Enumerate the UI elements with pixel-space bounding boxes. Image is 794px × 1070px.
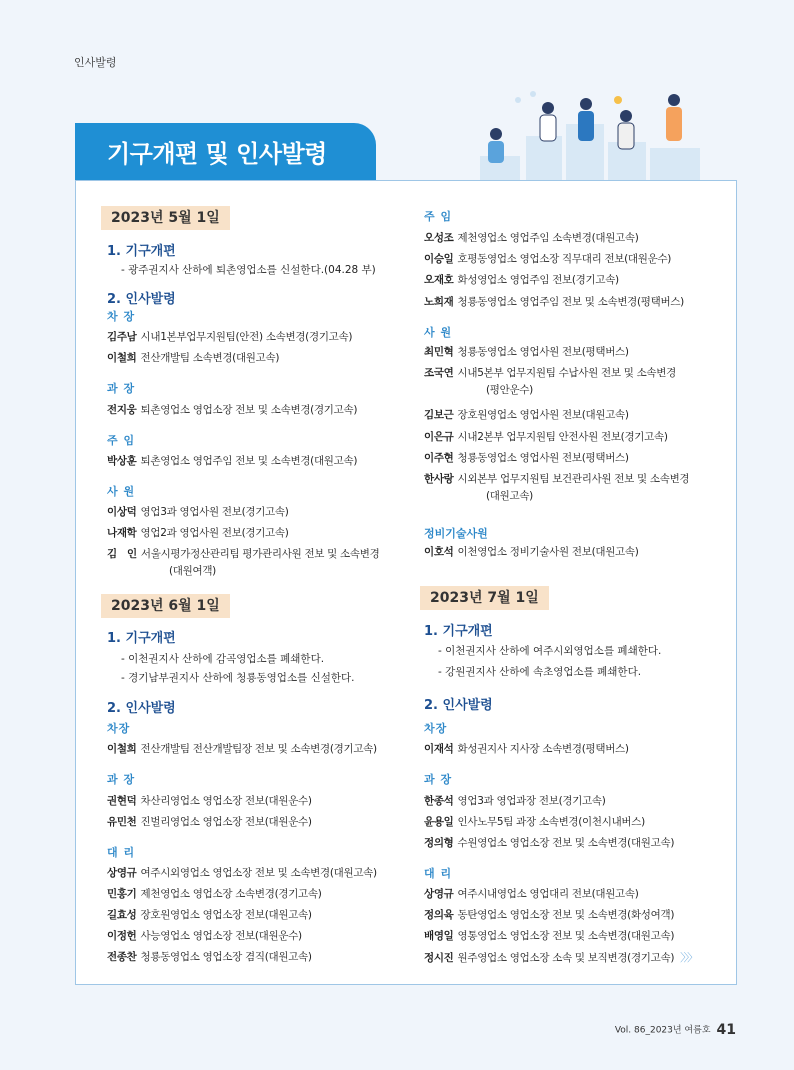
entry-detail: 영업3과 영업과장 전보(경기고속) <box>457 795 606 807</box>
page-title: 기구개편 및 인사발령 <box>75 123 376 180</box>
appointment-entry <box>424 365 676 397</box>
entry-name: 김주남 <box>107 331 137 343</box>
entry-detail: 이천영업소 정비기술사원 전보(대원고속) <box>457 546 639 558</box>
entry-name: 이재석 <box>424 743 454 755</box>
appointment-entry <box>424 471 689 503</box>
appointment-entry <box>424 814 645 829</box>
entry-detail: 시내5본부 업무지원팀 수납사원 전보 및 소속변경 <box>457 367 676 379</box>
appointment-entry <box>107 814 312 829</box>
entry-detail: 퇴촌영업소 영업소장 전보 및 소속변경(경기고속) <box>140 404 358 416</box>
entry-name: 이호석 <box>424 546 454 558</box>
rank-heading: 사 원 <box>107 485 136 498</box>
entry-name: 배영일 <box>424 930 454 942</box>
rank-heading: 대 리 <box>424 867 453 880</box>
appointment-entry <box>424 429 668 444</box>
entry-detail: 동탄영업소 영업소장 전보 및 소속변경(화성여객) <box>457 909 675 921</box>
entry-name: 박상훈 <box>107 455 137 467</box>
rank-heading: 주 임 <box>424 210 453 223</box>
entry-name: 오재호 <box>424 274 454 286</box>
section-heading: 1. 기구개편 <box>424 624 493 639</box>
entry-detail: 영통영업소 영업소장 전보 및 소속변경(대원고속) <box>457 930 675 942</box>
entry-name: 조국연 <box>424 367 454 379</box>
entry-detail: 영업3과 영업사원 전보(경기고속) <box>140 506 289 518</box>
entry-detail: 서울시평가정산관리팀 평가관리사원 전보 및 소속변경 <box>140 548 380 560</box>
bullet-item: - 이천권지사 산하에 감곡영업소를 폐쇄한다. <box>121 653 325 665</box>
rank-heading: 과 장 <box>424 773 453 786</box>
entry-detail: 전산개발팀 소속변경(대원고속) <box>140 352 280 364</box>
appointment-entry <box>107 907 312 922</box>
entry-name: 권현덕 <box>107 795 137 807</box>
date-tag: 2023년 5월 1일 <box>101 206 230 230</box>
entry-name: 윤용일 <box>424 816 454 828</box>
entry-name: 이승일 <box>424 253 454 265</box>
entry-detail: 시내1본부업무지원팀(안전) 소속변경(경기고속) <box>140 331 353 343</box>
entry-name: 길효성 <box>107 909 137 921</box>
entry-name: 한종석 <box>424 795 454 807</box>
content-panel <box>75 180 737 985</box>
section-heading: 2. 인사발령 <box>107 292 176 307</box>
rank-heading: 차 장 <box>107 310 136 323</box>
entry-name: 이철희 <box>107 743 137 755</box>
section-heading: 1. 기구개편 <box>107 631 176 646</box>
entry-detail: 화성영업소 영업주임 전보(경기고속) <box>457 274 619 286</box>
entry-name: 상영규 <box>107 867 137 879</box>
appointment-entry <box>107 504 289 519</box>
appointment-entry <box>424 450 629 465</box>
entry-detail: 여주시외영업소 영업소장 전보 및 소속변경(대원고속) <box>140 867 377 879</box>
entry-detail-continued: (대원고속) <box>486 490 533 502</box>
entry-detail-continued: (대원여객) <box>169 565 216 577</box>
section-label: 인사발령 <box>74 56 117 69</box>
entry-name: 노희재 <box>424 296 454 308</box>
entry-detail: 제천영업소 영업주임 소속변경(대원고속) <box>457 232 639 244</box>
entry-name: 전종찬 <box>107 951 137 963</box>
appointment-entry <box>107 525 289 540</box>
entry-detail: 호평동영업소 영업소장 직무대리 전보(대원운수) <box>457 253 672 265</box>
appointment-entry <box>424 344 629 359</box>
section-heading: 2. 인사발령 <box>107 701 176 716</box>
entry-name: 이정헌 <box>107 930 137 942</box>
entry-detail: 원주영업소 영업소장 소속 및 보직변경(경기고속) <box>457 952 675 964</box>
entry-detail: 제천영업소 영업소장 소속변경(경기고속) <box>140 888 322 900</box>
appointment-entry <box>424 251 671 266</box>
appointment-entry <box>107 546 379 578</box>
page-number: 41 <box>716 1022 736 1038</box>
page-footer <box>615 1022 736 1038</box>
date-tag: 2023년 6월 1일 <box>101 594 230 618</box>
entry-name: 정의육 <box>424 909 454 921</box>
entry-detail: 시외본부 업무지원팀 보건관리사원 전보 및 소속변경 <box>457 473 690 485</box>
entry-detail: 화성권지사 지사장 소속변경(평택버스) <box>457 743 629 755</box>
entry-name: 나재학 <box>107 527 137 539</box>
entry-detail: 여주시내영업소 영업대리 전보(대원고속) <box>457 888 639 900</box>
entry-detail: 장호원영업소 영업소장 전보(대원고속) <box>140 909 312 921</box>
entry-detail: 영업2과 영업사원 전보(경기고속) <box>140 527 289 539</box>
entry-name: 이주현 <box>424 452 454 464</box>
date-tag: 2023년 7월 1일 <box>420 586 549 610</box>
appointment-entry <box>424 949 696 965</box>
people-illustration <box>478 86 708 184</box>
entry-name: 이상덕 <box>107 506 137 518</box>
appointment-entry <box>107 949 312 964</box>
entry-name: 전지웅 <box>107 404 137 416</box>
appointment-entry <box>107 886 322 901</box>
appointment-entry <box>424 741 629 756</box>
appointment-entry <box>107 402 357 417</box>
entry-name: 정시진 <box>424 952 454 964</box>
rank-heading: 과 장 <box>107 773 136 786</box>
entry-name: 이철희 <box>107 352 137 364</box>
entry-detail: 수원영업소 영업소장 전보 및 소속변경(대원고속) <box>457 837 675 849</box>
issue-label: Vol. 86_2023년 여름호 <box>614 1025 711 1036</box>
entry-name: 상영규 <box>424 888 454 900</box>
appointment-entry <box>424 407 629 422</box>
appointment-entry <box>424 835 674 850</box>
section-heading: 2. 인사발령 <box>424 698 493 713</box>
bullet-item: - 이천권지사 산하에 여주시외영업소를 폐쇄한다. <box>438 645 662 657</box>
appointment-entry <box>424 294 684 309</box>
entry-name: 민홍기 <box>107 888 137 900</box>
rank-heading: 차장 <box>424 722 448 735</box>
entry-detail: 청룡동영업소 영업사원 전보(평택버스) <box>457 346 629 358</box>
entry-detail: 차산리영업소 영업소장 전보(대원운수) <box>140 795 312 807</box>
entry-detail-continued: (평안운수) <box>486 384 533 396</box>
appointment-entry <box>424 793 606 808</box>
bullet-item: - 강원권지사 산하에 속초영업소를 폐쇄한다. <box>438 666 642 678</box>
appointment-entry <box>424 230 639 245</box>
rank-heading: 대 리 <box>107 846 136 859</box>
entry-name: 유민천 <box>107 816 137 828</box>
rank-heading: 사 원 <box>424 326 453 339</box>
appointment-entry <box>107 928 302 943</box>
entry-name: 김 인 <box>107 548 137 560</box>
appointment-entry <box>424 907 674 922</box>
entry-detail: 장호원영업소 영업사원 전보(대원고속) <box>457 409 629 421</box>
section-heading: 1. 기구개편 <box>107 244 176 259</box>
appointment-entry <box>107 329 352 344</box>
appointment-entry <box>424 886 639 901</box>
entry-detail: 전산개발팀 전산개발팀장 전보 및 소속변경(경기고속) <box>140 743 377 755</box>
entry-name: 오성조 <box>424 232 454 244</box>
entry-name: 이은규 <box>424 431 454 443</box>
entry-name: 최민혁 <box>424 346 454 358</box>
appointment-entry <box>107 350 279 365</box>
entry-detail: 사능영업소 영업소장 전보(대원운수) <box>140 930 302 942</box>
entry-detail: 진벌리영업소 영업소장 전보(대원운수) <box>140 816 312 828</box>
appointment-entry <box>424 272 619 287</box>
appointment-entry <box>107 865 377 880</box>
entry-detail: 청룡동영업소 영업소장 겸직(대원고속) <box>140 951 312 963</box>
entry-name: 김보근 <box>424 409 454 421</box>
appointment-entry <box>424 928 674 943</box>
appointment-entry <box>107 741 377 756</box>
entry-name: 정의형 <box>424 837 454 849</box>
entry-detail: 시내2본부 업무지원팀 안전사원 전보(경기고속) <box>457 431 668 443</box>
rank-heading: 과 장 <box>107 382 136 395</box>
entry-detail: 청룡동영업소 영업주임 전보 및 소속변경(평택버스) <box>457 296 684 308</box>
appointment-entry <box>107 453 357 468</box>
entry-name: 한사랑 <box>424 473 454 485</box>
entry-detail: 인사노무5팀 과장 소속변경(이천시내버스) <box>457 816 645 828</box>
rank-heading: 정비기술사원 <box>424 527 488 540</box>
entry-detail: 청룡동영업소 영업사원 전보(평택버스) <box>457 452 629 464</box>
appointment-entry <box>107 793 312 808</box>
bullet-item: - 경기남부권지사 산하에 청룡동영업소를 신설한다. <box>121 672 355 684</box>
appointment-entry <box>424 544 639 559</box>
rank-heading: 차장 <box>107 722 131 735</box>
rank-heading: 주 임 <box>107 434 136 447</box>
bullet-item: - 광주권지사 산하에 퇴촌영업소를 신설한다.(04.28 부) <box>121 264 376 276</box>
continue-arrows-icon: 〉〉〉 <box>680 951 697 964</box>
entry-detail: 퇴촌영업소 영업주임 전보 및 소속변경(대원고속) <box>140 455 358 467</box>
